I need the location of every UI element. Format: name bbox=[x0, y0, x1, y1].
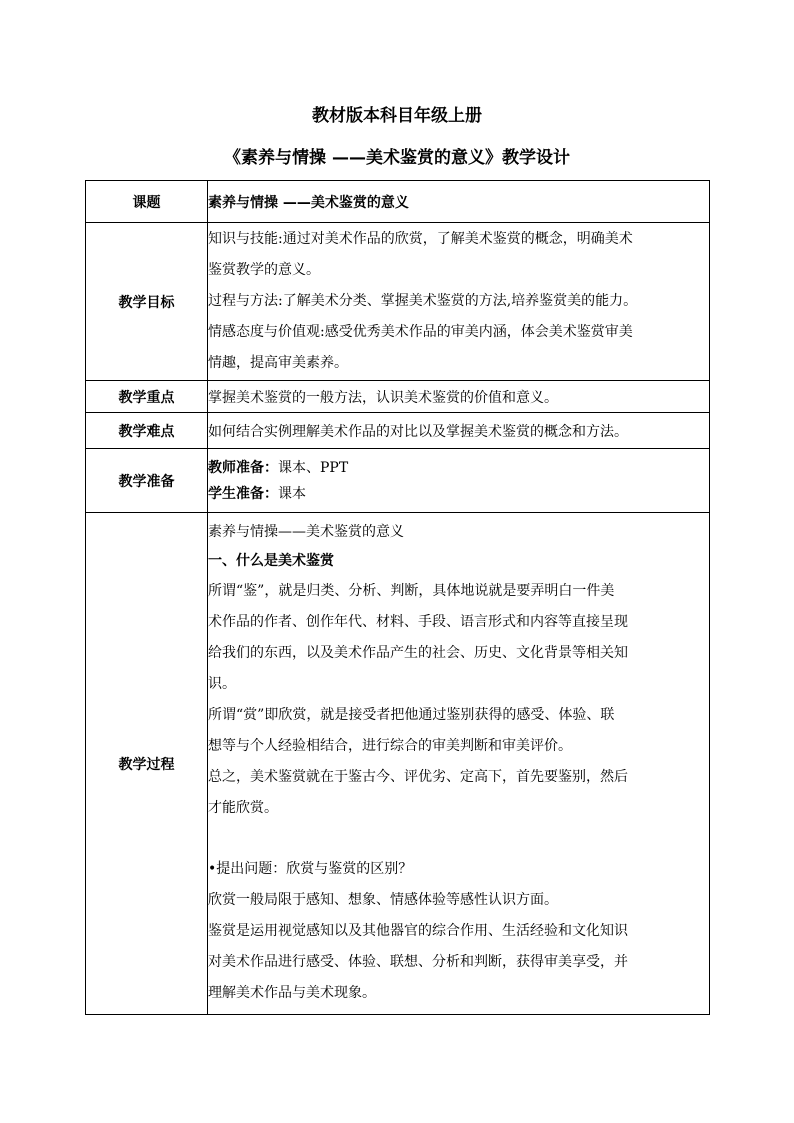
goals-line: 情趣，提高审美素养。 bbox=[208, 355, 348, 371]
goals-label: 教学目标 bbox=[86, 223, 208, 381]
key-label: 教学重点 bbox=[86, 381, 208, 413]
process-intro: 素养与情操——美术鉴赏的意义 bbox=[208, 524, 404, 540]
student-prep-value: 课本 bbox=[278, 485, 306, 502]
para-line: 给我们的东西，以及美术作品产生的社会、历史、文化背景等相关知 bbox=[208, 645, 628, 661]
para-line: 术作品的作者、创作年代、材料、手段、语言形式和内容等直接呈现 bbox=[208, 614, 628, 630]
teacher-prep bbox=[208, 455, 709, 481]
process-content bbox=[208, 513, 710, 1015]
goals-line: 过程与方法:了解美术分类、掌握美术鉴赏的方法,培养鉴赏美的能力。 bbox=[208, 293, 638, 309]
question-line: •提出问题：欣赏与鉴赏的区别？ bbox=[208, 861, 413, 877]
row-difficulty bbox=[86, 413, 710, 449]
para-line: 识。 bbox=[208, 676, 236, 692]
topic-value: 素养与情操 ——美术鉴赏的意义 bbox=[208, 181, 710, 223]
goals-line: 情感态度与价值观:感受优秀美术作品的审美内涵，体会美术鉴赏审美 bbox=[208, 324, 633, 340]
lesson-plan-table bbox=[85, 180, 710, 1015]
row-process bbox=[86, 513, 710, 1015]
row-topic bbox=[86, 181, 710, 223]
para-line: 想等与个人经验相结合，进行综合的审美判断和审美评价。 bbox=[208, 738, 572, 754]
para-line: 欣赏一般局限于感知、想象、情感体验等感性认识方面。 bbox=[208, 892, 558, 908]
teacher-prep-label: 教师准备： bbox=[208, 459, 278, 476]
prep-content bbox=[208, 449, 710, 513]
para-line: 对美术作品进行感受、体验、联想、分析和判断，获得审美享受，并 bbox=[208, 954, 628, 970]
teacher-prep-value: 课本、PPT bbox=[278, 459, 349, 476]
process-heading: 一、什么是美术鉴赏 bbox=[208, 553, 334, 569]
key-value: 掌握美术鉴赏的一般方法，认识美术鉴赏的价值和意义。 bbox=[208, 381, 710, 413]
goals-content bbox=[208, 223, 710, 381]
para-line: 所谓“赏”即欣赏，就是接受者把他通过鉴别获得的感受、体验、联 bbox=[208, 707, 615, 723]
blank-gap bbox=[208, 824, 709, 854]
process-label: 教学过程 bbox=[86, 513, 208, 1015]
prep-label: 教学准备 bbox=[86, 449, 208, 513]
row-preparation bbox=[86, 449, 710, 513]
goals-line: 知识与技能:通过对美术作品的欣赏，了解美术鉴赏的概念，明确美术 bbox=[208, 231, 633, 247]
document-subtitle: 《素养与情操 ——美术鉴赏的意义》教学设计 bbox=[224, 148, 570, 168]
row-key-points bbox=[86, 381, 710, 413]
topic-label: 课题 bbox=[86, 181, 208, 223]
para-line: 鉴赏是运用视觉感知以及其他器官的综合作用、生活经验和文化知识 bbox=[208, 923, 628, 939]
para-line: 理解美术作品与美术现象。 bbox=[208, 985, 376, 1001]
student-prep bbox=[208, 481, 709, 507]
para-line: 所谓“鉴”，就是归类、分析、判断，具体地说就是要弄明白一件美 bbox=[208, 583, 615, 599]
row-goals bbox=[86, 223, 710, 381]
student-prep-label: 学生准备： bbox=[208, 485, 278, 502]
para-line: 才能欣赏。 bbox=[208, 800, 278, 816]
goals-line: 鉴赏教学的意义。 bbox=[208, 262, 320, 278]
document-title: 教材版本科目年级上册 bbox=[312, 106, 482, 126]
difficulty-label: 教学难点 bbox=[86, 413, 208, 449]
difficulty-value: 如何结合实例理解美术作品的对比以及掌握美术鉴赏的概念和方法。 bbox=[208, 413, 710, 449]
para-line: 总之，美术鉴赏就在于鉴古今、评优劣、定高下，首先要鉴别，然后 bbox=[208, 769, 628, 785]
